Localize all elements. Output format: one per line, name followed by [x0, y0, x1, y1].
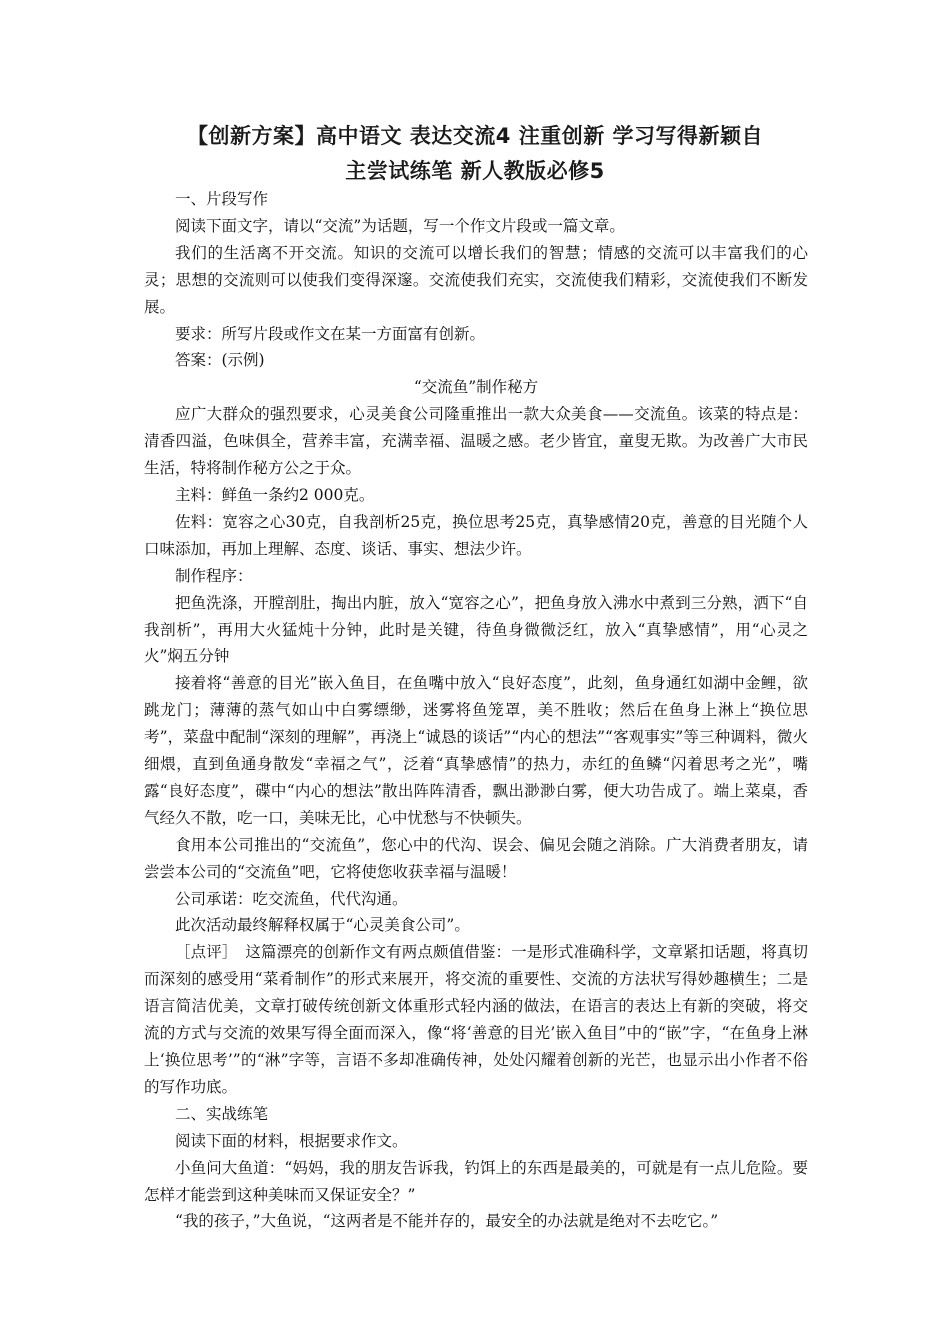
paragraph-material: 我们的生活离不开交流。知识的交流可以增长我们的智慧；情感的交流可以丰富我们的心灵；思想的交流则可以使我们变得深邃。交流使我们充实，交流使我们精彩，交流使我们不断发展。	[144, 243, 808, 316]
paragraph-main-ingredient: 主料：鲜鱼一条约2 000克。	[175, 485, 375, 504]
document-body	[144, 186, 808, 1235]
paragraph-benefit: 食用本公司推出的“交流鱼”，您心中的代沟、误会、偏见会随之消除。广大消费者朋友，请尝尝本公司的“交流鱼”吧，它将使您收获幸福与温暖！	[144, 835, 808, 881]
paragraph-procedure-2: 接着将“善意的目光”嵌入鱼目，在鱼嘴中放入“良好态度”，此刻，鱼身通红如湖中金鲤，欲跳龙门；薄薄的蒸气如山中白雾缥缈，迷雾将鱼笼罩，美不胜收；然后在鱼身上淋上“换位思考”，菜盘中配制“深刻的理解”，再浇上“诚恳的谈话”“内心的想法”“客观事实”等三种调料，微火细煨，直到鱼通身散发“幸福之气”，泛着“真挚感情”的热力，赤红的鱼鳞“闪着思考之光”，嘴露“良好态度”，碟中“内心的想法”散出阵阵清香，飘出渺渺白雾，便大功告成了。端上菜桌，香气经久不散，吃一口，美味无比，心中忧愁与不快顿失。	[144, 674, 808, 827]
paragraph-prompt: 阅读下面文字，请以“交流”为话题，写一个作文片段或一篇文章。	[175, 216, 625, 235]
paragraph-rights: 此次活动最终解释权属于“心灵美食公司”。	[175, 916, 470, 935]
paragraph-answer-label: 答案：(示例)	[175, 351, 265, 370]
paragraph-requirement: 要求：所写片段或作文在某一方面富有创新。	[175, 324, 486, 343]
paragraph-intro: 应广大群众的强烈要求，心灵美食公司隆重推出一款大众美食——交流鱼。该菜的特点是：清香四溢，色味俱全，营养丰富，充满幸福、温暖之感。老少皆宜，童叟无欺。为改善广大市民生活，特将制作秘方公之于众。	[144, 405, 808, 478]
section-heading-2: 二、实战练笔	[175, 1104, 269, 1123]
paragraph-instruction: 阅读下面的材料，根据要求作文。	[175, 1131, 408, 1150]
paragraph-comment: ［点评］ 这篇漂亮的创新作文有两点颇值借鉴：一是形式准确科学，文章紧扣话题，将真切而深刻的感受用“菜肴制作”的形式来展开，将交流的重要性、交流的方法状写得妙趣横生；二是语言简洁优美，文章打破传统创新文体重形式轻内涵的做法，在语言的表达上有新的突破，将交流的方式与交流的效果写得全面而深入，像“将‘善意的目光’嵌入鱼目”中的“嵌”字，“在鱼身上淋上‘换位思考’”的“淋”字等，言语不多却准确传神，处处闪耀着创新的光芒，也显示出小作者不俗的写作功底。	[144, 943, 808, 1096]
title-line-1: 【创新方案】高中语文 表达交流4 注重创新 学习写得新颖自	[186, 124, 764, 148]
essay-title: “交流鱼”制作秘方	[413, 378, 539, 397]
paragraph-procedure-1: 把鱼洗涤，开膛剖肚，掏出内脏，放入“宽容之心”，把鱼身放入沸水中煮到三分熟，洒下“自我剖析”，再用大火猛炖十分钟，此时是关键，待鱼身微微泛红，放入“真挚感情”，用“心灵之火”焖五分钟	[144, 593, 808, 666]
paragraph-seasoning: 佐料：宽容之心30克，自我剖析25克，换位思考25克，真挚感情20克，善意的目光随个人口味添加，再加上理解、态度、谈话、事实、想法少许。	[144, 512, 808, 558]
paragraph-dialogue-2: “我的孩子，”大鱼说，“这两者是不能并存的，最安全的办法就是绝对不去吃它。”	[175, 1212, 719, 1231]
paragraph-procedure-label: 制作程序：	[175, 566, 253, 585]
title-line-2: 主尝试练笔 新人教版必修5	[345, 159, 605, 183]
section-heading-1: 一、片段写作	[175, 190, 269, 208]
paragraph-dialogue-1: 小鱼问大鱼道：“妈妈，我的朋友告诉我，钓饵上的东西是最美的，可就是有一点儿危险。要怎样才能尝到这种美味而又保证安全？”	[144, 1158, 808, 1204]
paragraph-promise: 公司承诺：吃交流鱼，代代沟通。	[175, 889, 408, 908]
